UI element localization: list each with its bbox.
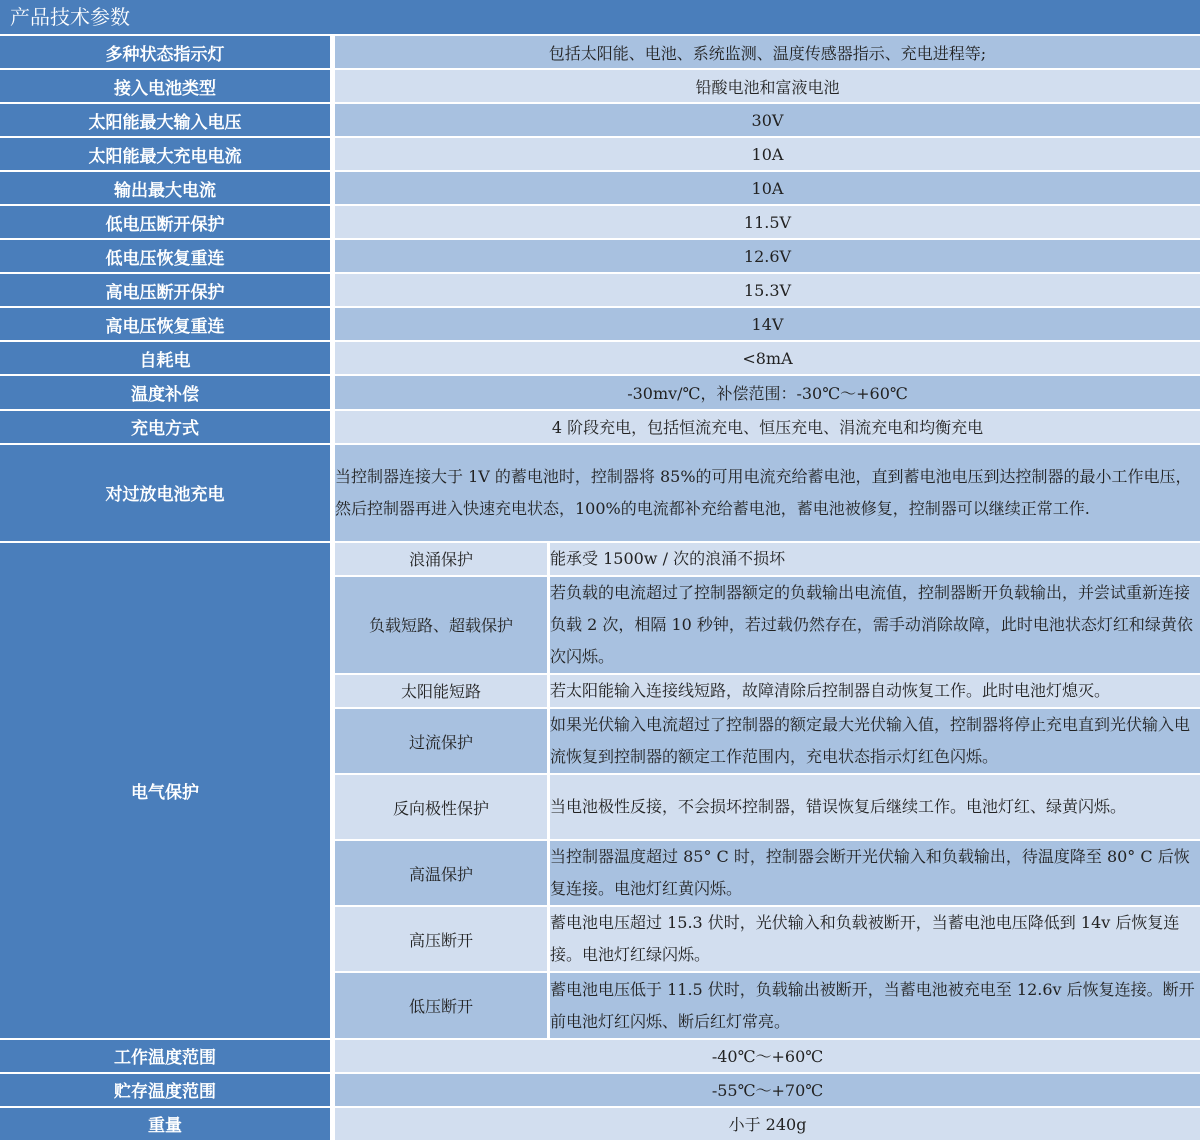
spec-row [0,1040,1200,1074]
spec-row [0,36,1200,70]
spec-row [0,240,1200,274]
protection-table-cell [335,543,1200,1040]
spec-label: 输出最大电流 [0,172,335,206]
protection-desc: 蓄电池电压低于 11.5 伏时，负载输出被断开，当蓄电池被充电至 12.6v 后恢复连接。断开前电池灯红闪烁、断后红灯常亮。 [550,973,1200,1037]
spec-label: 接入电池类型 [0,70,335,104]
spec-row [0,411,1200,445]
protection-name: 浪涌保护 [335,543,550,577]
spec-row [0,138,1200,172]
page-title: 产品技术参数 [0,0,1200,34]
spec-value: 铅酸电池和富液电池 [335,70,1200,104]
protection-item [335,973,1200,1037]
spec-value: -40℃～+60℃ [335,1040,1200,1074]
protection-desc: 若太阳能输入连接线短路，故障清除后控制器自动恢复工作。此时电池灯熄灭。 [550,675,1200,709]
spec-label: 自耗电 [0,342,335,376]
protection-item [335,775,1200,841]
protection-name: 高压断开 [335,907,550,973]
spec-label: 温度补偿 [0,376,335,410]
spec-row [0,104,1200,138]
protection-desc: 当控制器温度超过 85° C 时，控制器会断开光伏输入和负载输出，待温度降至 80° C 后恢复连接。电池灯红黄闪烁。 [550,841,1200,907]
spec-row [0,1074,1200,1108]
protection-name: 负载短路、超载保护 [335,577,550,675]
spec-value: 15.3V [335,274,1200,308]
protection-desc: 当电池极性反接，不会损坏控制器，错误恢复后继续工作。电池灯红、绿黄闪烁。 [550,775,1200,841]
protection-desc: 能承受 1500w / 次的浪涌不损坏 [550,543,1200,577]
spec-value: 11.5V [335,206,1200,240]
protection-name: 低压断开 [335,973,550,1037]
protection-item [335,577,1200,675]
spec-row [0,1108,1200,1142]
spec-label: 低电压恢复重连 [0,240,335,274]
spec-label: 重量 [0,1108,335,1142]
spec-value: 10A [335,138,1200,172]
protection-item [335,543,1200,577]
spec-label: 高电压恢复重连 [0,308,335,342]
spec-label: 多种状态指示灯 [0,36,335,70]
spec-label: 对过放电池充电 [0,445,335,543]
overdischarge-row [0,445,1200,543]
spec-value: 14V [335,308,1200,342]
protection-desc: 若负载的电流超过了控制器额定的负载输出电流值，控制器断开负载输出，并尝试重新连接负载 2 次，相隔 10 秒钟，若过载仍然存在，需手动消除故障，此时电池状态灯红和绿黄依次闪烁。 [550,577,1200,675]
protection-desc: 蓄电池电压超过 15.3 伏时，光伏输入和负载被断开，当蓄电池电压降低到 14v 后恢复连接。电池灯红绿闪烁。 [550,907,1200,973]
protection-item [335,675,1200,709]
protection-name: 高温保护 [335,841,550,907]
spec-value: 10A [335,172,1200,206]
spec-value: -55℃～+70℃ [335,1074,1200,1108]
protection-item [335,841,1200,907]
spec-label: 低电压断开保护 [0,206,335,240]
protection-name: 反向极性保护 [335,775,550,841]
spec-label: 太阳能最大输入电压 [0,104,335,138]
spec-value: 30V [335,104,1200,138]
spec-row [0,308,1200,342]
spec-label: 电气保护 [0,543,335,1040]
spec-label: 贮存温度范围 [0,1074,335,1108]
spec-label: 工作温度范围 [0,1040,335,1074]
overdischarge-description: 当控制器连接大于 1V 的蓄电池时，控制器将 85%的可用电流充给蓄电池，直到蓄电池电压到达控制器的最小工作电压，然后控制器再进入快速充电状态，100%的电流都补充给蓄电池，蓄电池被修复，控制器可以继续正常工作. [335,445,1200,543]
spec-value: 12.6V [335,240,1200,274]
spec-row [0,376,1200,410]
electrical-protection-row [0,543,1200,1040]
spec-value: 4 阶段充电，包括恒流充电、恒压充电、涓流充电和均衡充电 [335,411,1200,445]
spec-value: 小于 240g [335,1108,1200,1142]
spec-label: 太阳能最大充电电流 [0,138,335,172]
protection-item [335,907,1200,973]
spec-row [0,70,1200,104]
protection-item [335,709,1200,775]
protection-name: 过流保护 [335,709,550,775]
spec-value: -30mv/℃，补偿范围：-30℃～+60℃ [335,376,1200,410]
spec-value: 包括太阳能、电池、系统监测、温度传感器指示、充电进程等; [335,36,1200,70]
protection-desc: 如果光伏输入电流超过了控制器的额定最大光伏输入值，控制器将停止充电直到光伏输入电流恢复到控制器的额定工作范围内，充电状态指示灯红色闪烁。 [550,709,1200,775]
spec-label: 高电压断开保护 [0,274,335,308]
protection-name: 太阳能短路 [335,675,550,709]
spec-row [0,274,1200,308]
spec-row [0,172,1200,206]
spec-value: <8mA [335,342,1200,376]
protection-table [335,543,1200,1038]
spec-row [0,206,1200,240]
spec-label: 充电方式 [0,411,335,445]
spec-row [0,342,1200,376]
spec-table [0,36,1200,1142]
